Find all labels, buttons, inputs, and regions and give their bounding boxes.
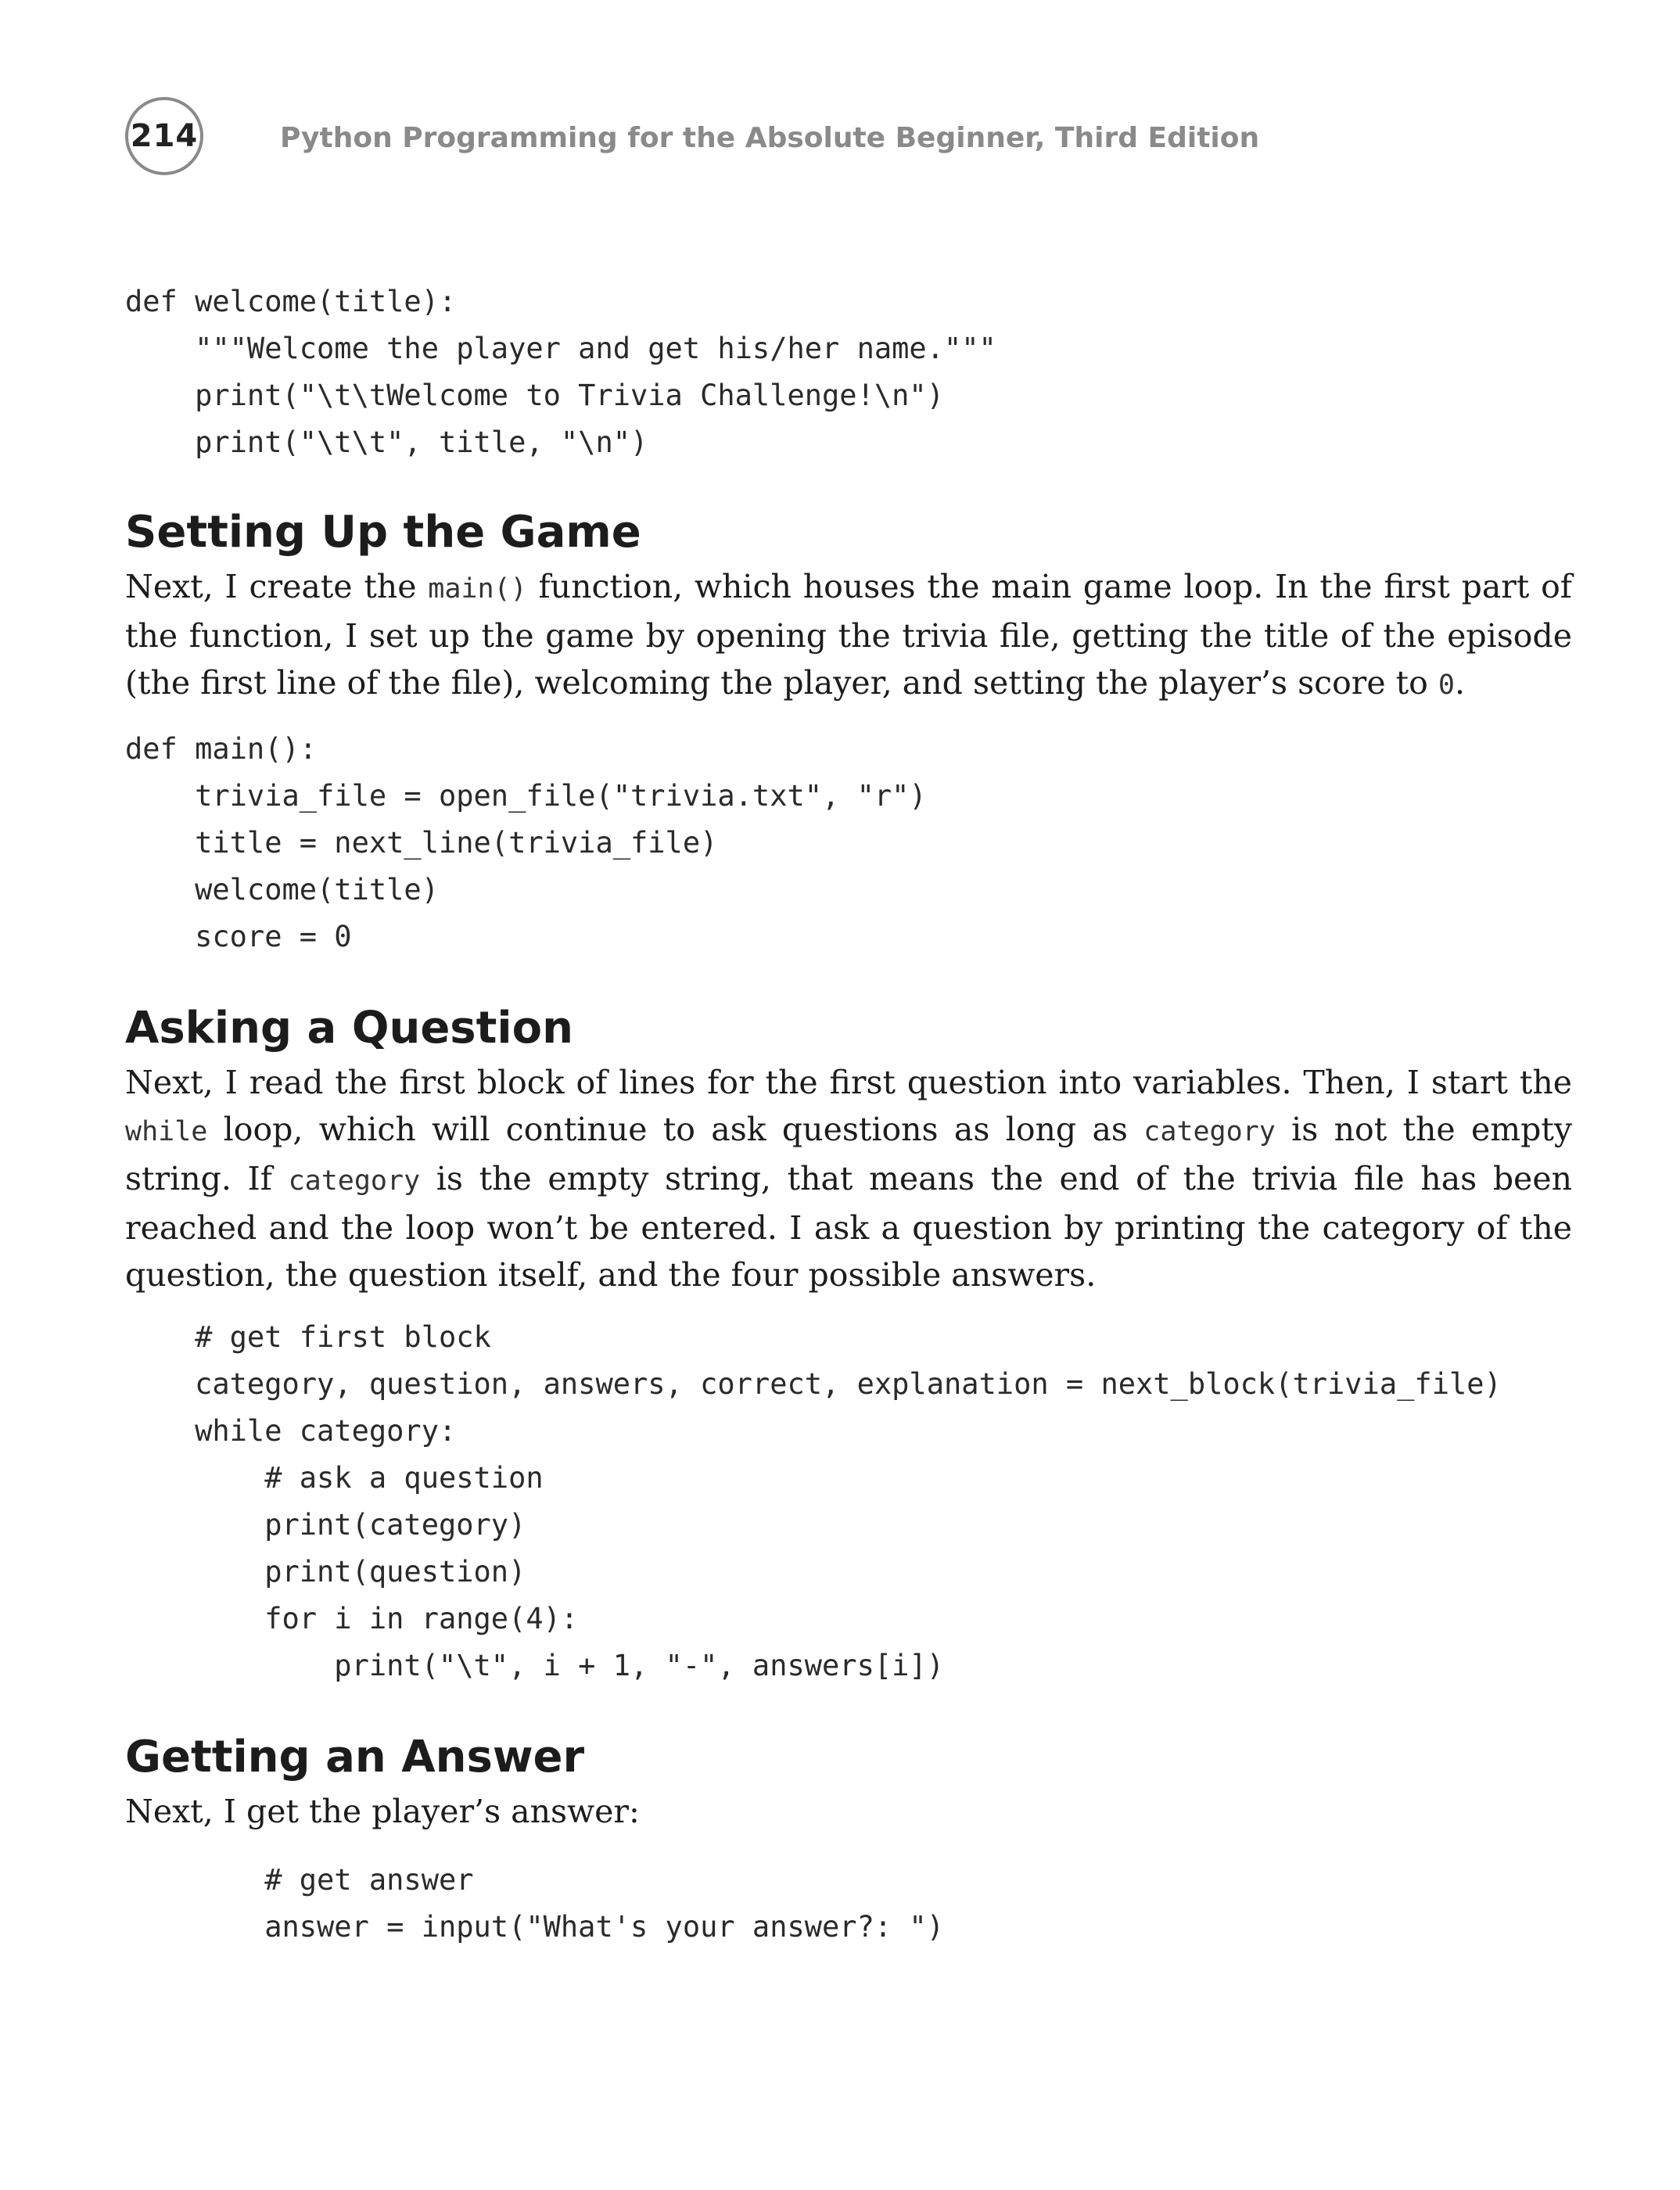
inline-code: category [288,1165,421,1197]
code-line: welcome(title) [125,873,439,907]
paragraph-text: . [1454,664,1466,702]
code-line: def welcome(title): [125,285,457,318]
code-line: """Welcome the player and get his/her name.""" [125,332,996,365]
paragraph-text: loop, which will continue to ask questions as long as [207,1111,1144,1148]
page-number: 214 [125,97,203,175]
paragraph-text: Next, I get the player’s answer: [125,1793,640,1830]
code-block-question [125,1314,1502,1689]
paragraph-getting-answer [125,1788,1572,1835]
code-line: for i in range(4): [125,1602,579,1635]
paragraph-text: Next, I create the [125,568,429,605]
inline-code: category [1143,1116,1276,1147]
code-line: trivia_file = open_file("trivia.txt", "r") [125,779,927,813]
inline-code: while [125,1116,208,1147]
code-line: def main(): [125,732,318,766]
heading-setting-up-the-game: Setting Up the Game [125,507,641,558]
code-block-answer [125,1857,944,1951]
code-line: print(category) [125,1508,526,1542]
paragraph-asking-question [125,1059,1572,1298]
code-line: score = 0 [125,920,352,953]
code-line: category, question, answers, correct, explanation = next_block(trivia_file) [125,1367,1502,1401]
code-block-main [125,726,927,960]
inline-code: main() [428,573,527,605]
code-line: answer = input("What's your answer?: ") [125,1910,944,1944]
code-line: while category: [125,1414,457,1448]
code-line: print("\t", i + 1, "-", answers[i]) [125,1649,944,1682]
code-line: print("\t\tWelcome to Trivia Challenge!\n") [125,379,944,412]
code-line: print("\t\t", title, "\n") [125,425,648,459]
code-line: # get answer [125,1863,474,1897]
inline-code: 0 [1438,670,1455,701]
code-line: print(question) [125,1555,526,1589]
code-block-welcome [125,278,996,466]
paragraph-text: is the empty string, that means the end of the trivia file has been reached and the loop won’t be entered. I ask a question by printing the category of the question, the question itself, and the four possible answers. [125,1160,1572,1294]
paragraph-setting-up [125,563,1572,709]
heading-asking-a-question: Asking a Question [125,1003,573,1054]
heading-getting-an-answer: Getting an Answer [125,1732,585,1783]
running-head: Python Programming for the Absolute Beginner, Third Edition [280,122,1260,154]
code-line: title = next_line(trivia_file) [125,826,718,860]
paragraph-text: function, which houses the main game loop. In the first part of the function, I set up the game by opening the trivia file, getting the title of the episode (the first line of the file), welcoming the player, and setting the player’s score to [125,568,1572,702]
paragraph-text: is not the empty string. If [125,1111,1572,1197]
paragraph-text: Next, I read the first block of lines for the first question into variables. Then, I start the [125,1064,1572,1101]
code-line: # get first block [125,1320,491,1354]
code-line: # ask a question [125,1461,544,1495]
